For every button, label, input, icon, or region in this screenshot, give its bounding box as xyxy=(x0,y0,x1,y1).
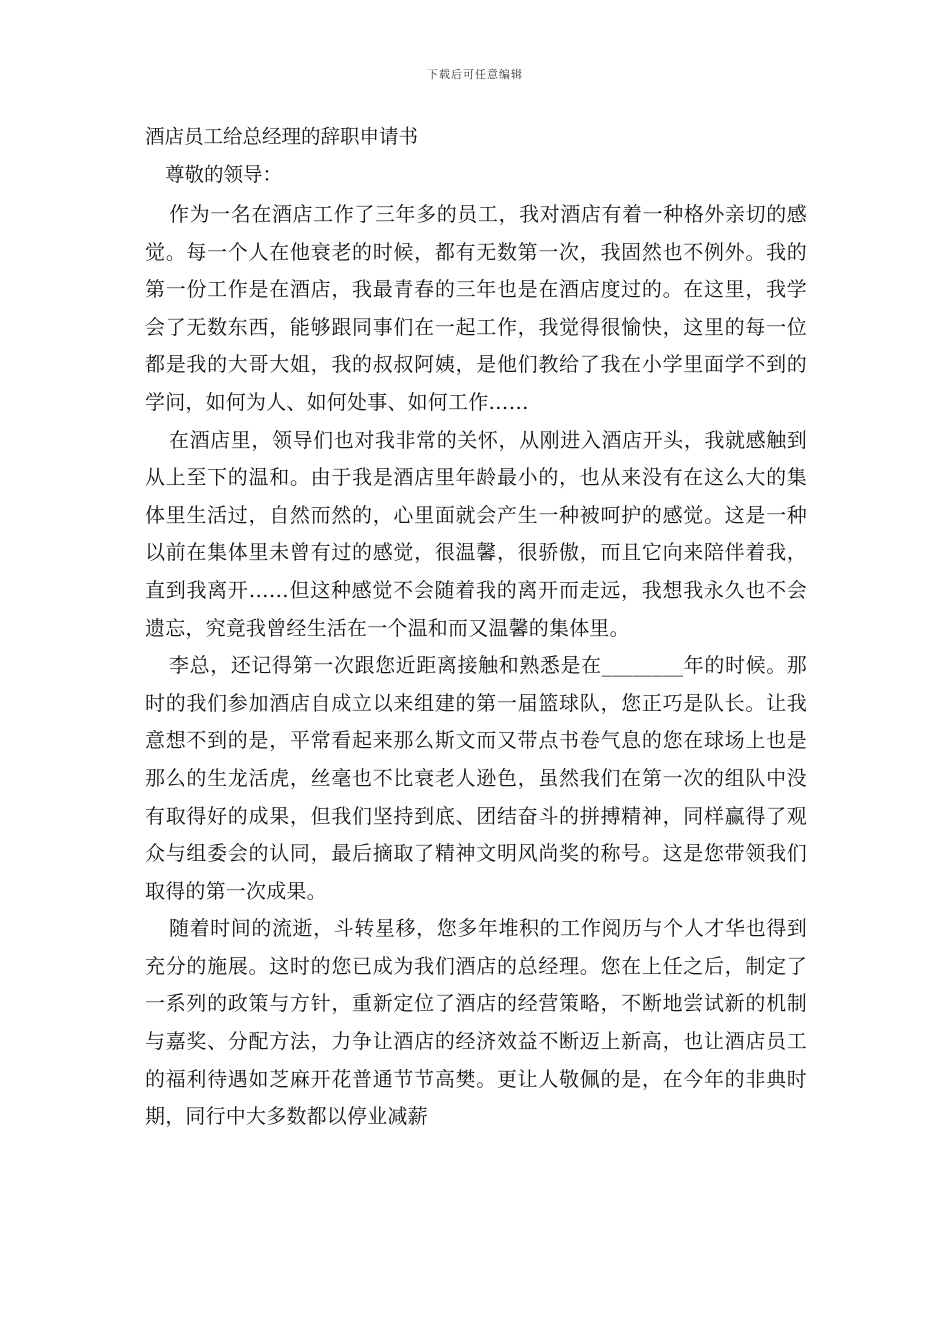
salutation: 尊敬的领导： xyxy=(165,163,283,186)
paragraph-3: 李总，还记得第一次跟您近距离接触和熟悉是在________年的时候。那时的我们参加酒店自成立以来组建的第一届篮球队，您正巧是队长。让我意想不到的是，平常看起来那么斯文而又带点书卷气息的您在球场上也是那么的生龙活虎，丝毫也不比衰老人逊色，虽然我们在第一次的组队中没有取得好的成果，但我们坚持到底、团结奋斗的拼搏精神，同样赢得了观众与组委会的认同，最后摘取了精神文明风尚奖的称号。这是您带领我们取得的第一次成果。 xyxy=(145,653,807,903)
paragraph-1: 作为一名在酒店工作了三年多的员工，我对酒店有着一种格外亲切的感觉。每一个人在他衰老的时候，都有无数第一次，我固然也不例外。我的第一份工作是在酒店，我最青春的三年也是在酒店度过的。在这里，我学会了无数东西，能够跟同事们在一起工作，我觉得很愉快，这里的每一位都是我的大哥大姐，我的叔叔阿姨，是他们教给了我在小学里面学不到的学问，如何为人、如何处事、如何工作…… xyxy=(145,202,807,414)
header-note: 下载后可任意编辑 xyxy=(427,68,523,81)
document-body xyxy=(145,118,807,1136)
paragraph-2: 在酒店里，领导们也对我非常的关怀，从刚进入酒店开头，我就感触到从上至下的温和。由于我是酒店里年龄最小的，也从来没有在这么大的集体里生活过，自然而然的，心里面就会产生一种被呵护的感觉。这是一种以前在集体里未曾有过的感觉，很温馨，很骄傲，而且它向来陪伴着我，直到我离开……但这种感觉不会随着我的离开而走远，我想我永久也不会遗忘，究竟我曾经生活在一个温和而又温馨的集体里。 xyxy=(145,427,807,640)
document-title: 酒店员工给总经理的辞职申请书 xyxy=(145,125,419,148)
paragraph-4: 随着时间的流逝，斗转星移，您多年堆积的工作阅历与个人才华也得到充分的施展。这时的您已成为我们酒店的总经理。您在上任之后，制定了一系列的政策与方针，重新定位了酒店的经营策略，不断地尝试新的机制与嘉奖、分配方法，力争让酒店的经济效益不断迈上新高，也让酒店员工的福利待遇如芝麻开花普通节节高樊。更让人敬佩的是，在今年的非典时期，同行中大多数都以停业减薪 xyxy=(145,916,807,1129)
